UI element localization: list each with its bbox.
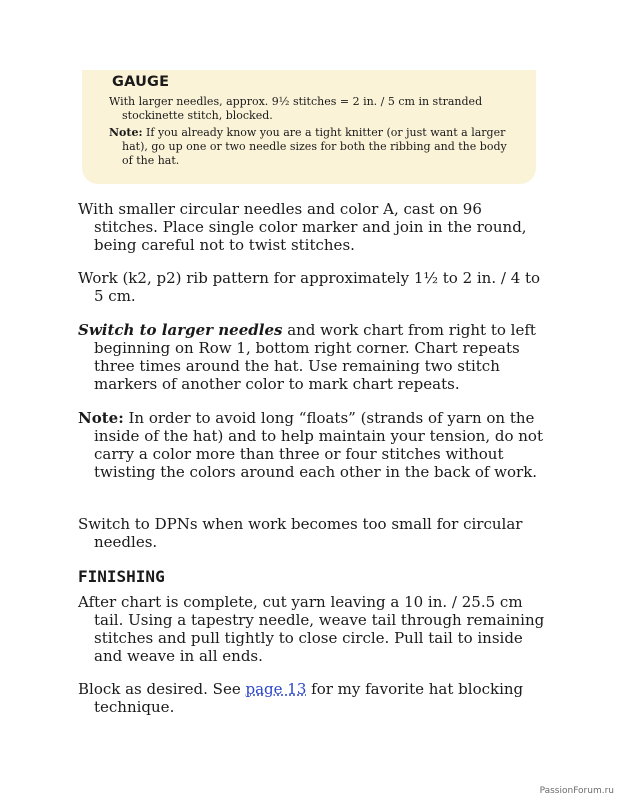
switch-label: Switch to larger needles (78, 321, 283, 339)
switch-paragraph (78, 321, 548, 393)
gauge-note-text: If you already know you are a tight knitter (or just want a larger hat), go up one or two needle sizes for both the ribbing and the body of the hat. (122, 126, 507, 167)
gauge-box (82, 70, 536, 184)
watermark: PassionForum.ru (539, 786, 614, 796)
gauge-note (109, 126, 520, 168)
rib-paragraph: Work (k2, p2) rib pattern for approximately 1½ to 2 in. / 4 to 5 cm. (78, 269, 541, 305)
note-paragraph (78, 409, 548, 481)
gauge-note-label: Note: (109, 126, 143, 139)
note-text: In order to avoid long “floats” (strands of yarn on the inside of the hat) and to help maintain your tension, do not carry a color more than three or four stitches without twisting the colors around each other in the back of work. (94, 409, 543, 481)
block-paragraph (78, 680, 548, 716)
dpn-paragraph: Switch to DPNs when work becomes too small for circular needles. (78, 515, 523, 551)
page-13-link[interactable]: page 13 (245, 680, 307, 698)
chart-complete-paragraph: After chart is complete, cut yarn leaving a 10 in. / 25.5 cm tail. Using a tapestry needle, weave tail through remaining stitches and pull tightly to close circle. Pull tail to inside and weave in all ends. (78, 593, 545, 665)
gauge-title: GAUGE (112, 74, 170, 90)
finishing-heading: FINISHING (78, 567, 165, 586)
cast-on-paragraph: With smaller circular needles and color A, cast on 96 stitches. Place single color marker and join in the round, being careful not to twist stitches. (78, 200, 527, 254)
block-post: for my favorite hat blocking technique. (94, 680, 524, 716)
block-pre: Block as desired. See (78, 680, 246, 698)
note-label: Note: (78, 409, 124, 427)
gauge-line: With larger needles, approx. 9½ stitches = 2 in. / 5 cm in stranded stockinette stitch, blocked. (109, 95, 483, 122)
switch-text: and work chart from right to left beginning on Row 1, bottom right corner. Chart repeats three times around the hat. Use remaining two stitch markers of another color to mark chart repeats. (94, 321, 536, 393)
